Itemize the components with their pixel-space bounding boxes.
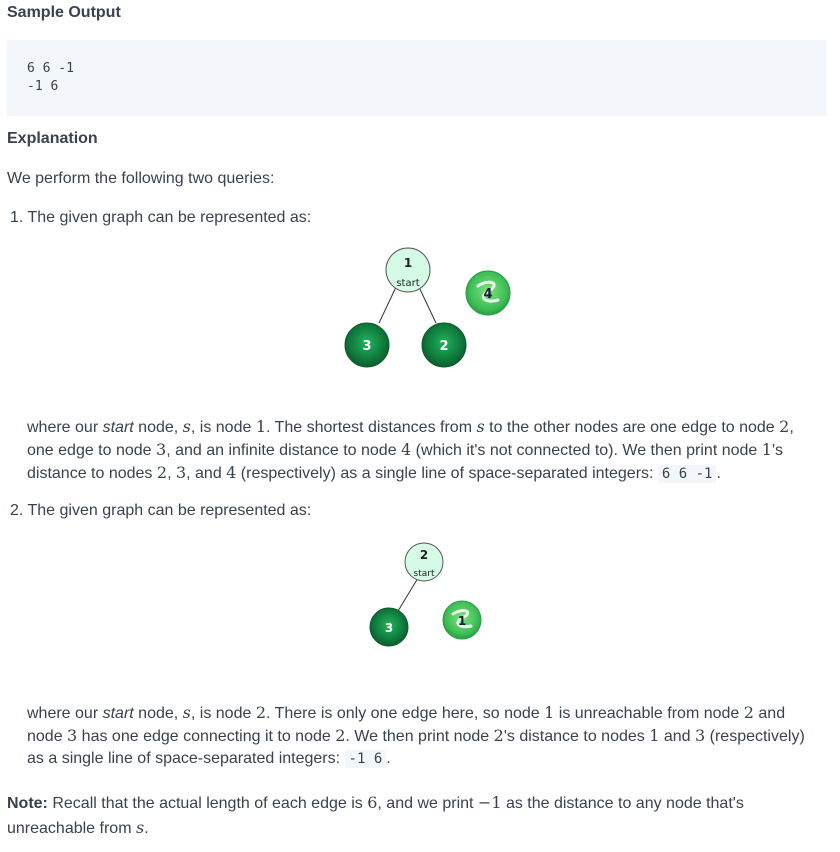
text-line: as a single line of space-separated integers: -1 6 . (27, 750, 391, 767)
node-1-label: 1 (403, 256, 413, 270)
node-3-label: 3 (362, 339, 372, 354)
explanation-intro: We perform the following two queries: (7, 170, 275, 187)
node-2-label: 2 (419, 548, 429, 562)
graph-query-1 (0, 240, 840, 380)
list-number: 2. (10, 502, 24, 519)
text-line: where our start node, s, is node 1. The shortest distances from s to the other nodes are one edge to node 2, (27, 417, 794, 436)
explanation-heading: Explanation (7, 130, 98, 147)
query-2-explanation (27, 702, 827, 770)
node-2-label: 2 (439, 339, 449, 354)
query-2-title (10, 500, 311, 522)
edge-1-2 (418, 285, 436, 323)
sample-output-heading: Sample Output (7, 4, 121, 21)
text-line: where our start node, s, is node 2. There is only one edge here, so node 1 is unreachable from node 2 and (27, 703, 786, 722)
query-1-title (10, 207, 311, 229)
output-line: 6 6 -1 (27, 61, 74, 76)
node-4-label: 4 (483, 287, 493, 302)
note-label: Note: (7, 795, 48, 812)
sample-output-code (7, 40, 827, 116)
query-1-explanation (27, 416, 827, 485)
query-title: The given graph can be represented as: (27, 209, 312, 226)
start-caption: start (413, 569, 435, 579)
node-3-label: 3 (384, 621, 394, 635)
text-line: unreachable from s. (7, 818, 149, 837)
inline-code: -1 6 (345, 750, 387, 768)
edge-2-3 (398, 578, 418, 611)
note-paragraph (7, 791, 827, 841)
edge-1-3 (379, 285, 397, 323)
text-line: distance to nodes 2, 3, and 4 (respectively) as a single line of space-separated integers: 6 6 -1 . (27, 463, 721, 482)
output-line: -1 6 (27, 79, 59, 94)
inline-code: 6 6 -1 (658, 465, 717, 483)
node-1-label: 1 (457, 614, 467, 628)
list-number: 1. (10, 209, 24, 226)
query-title: The given graph can be represented as: (27, 502, 312, 519)
text-line: Note: Recall that the actual length of each edge is 6, and we print −1 as the distance to any node that's (7, 793, 744, 812)
text-line: node 3 has one edge connecting it to node 2. We then print node 2's distance to nodes 1 and 3 (respectively) (27, 726, 805, 745)
graph-query-2 (0, 530, 840, 660)
text-line: one edge to node 3, and an infinite distance to node 4 (which it's not connected to). We then print node 1's (27, 440, 783, 459)
start-caption: start (396, 278, 420, 289)
